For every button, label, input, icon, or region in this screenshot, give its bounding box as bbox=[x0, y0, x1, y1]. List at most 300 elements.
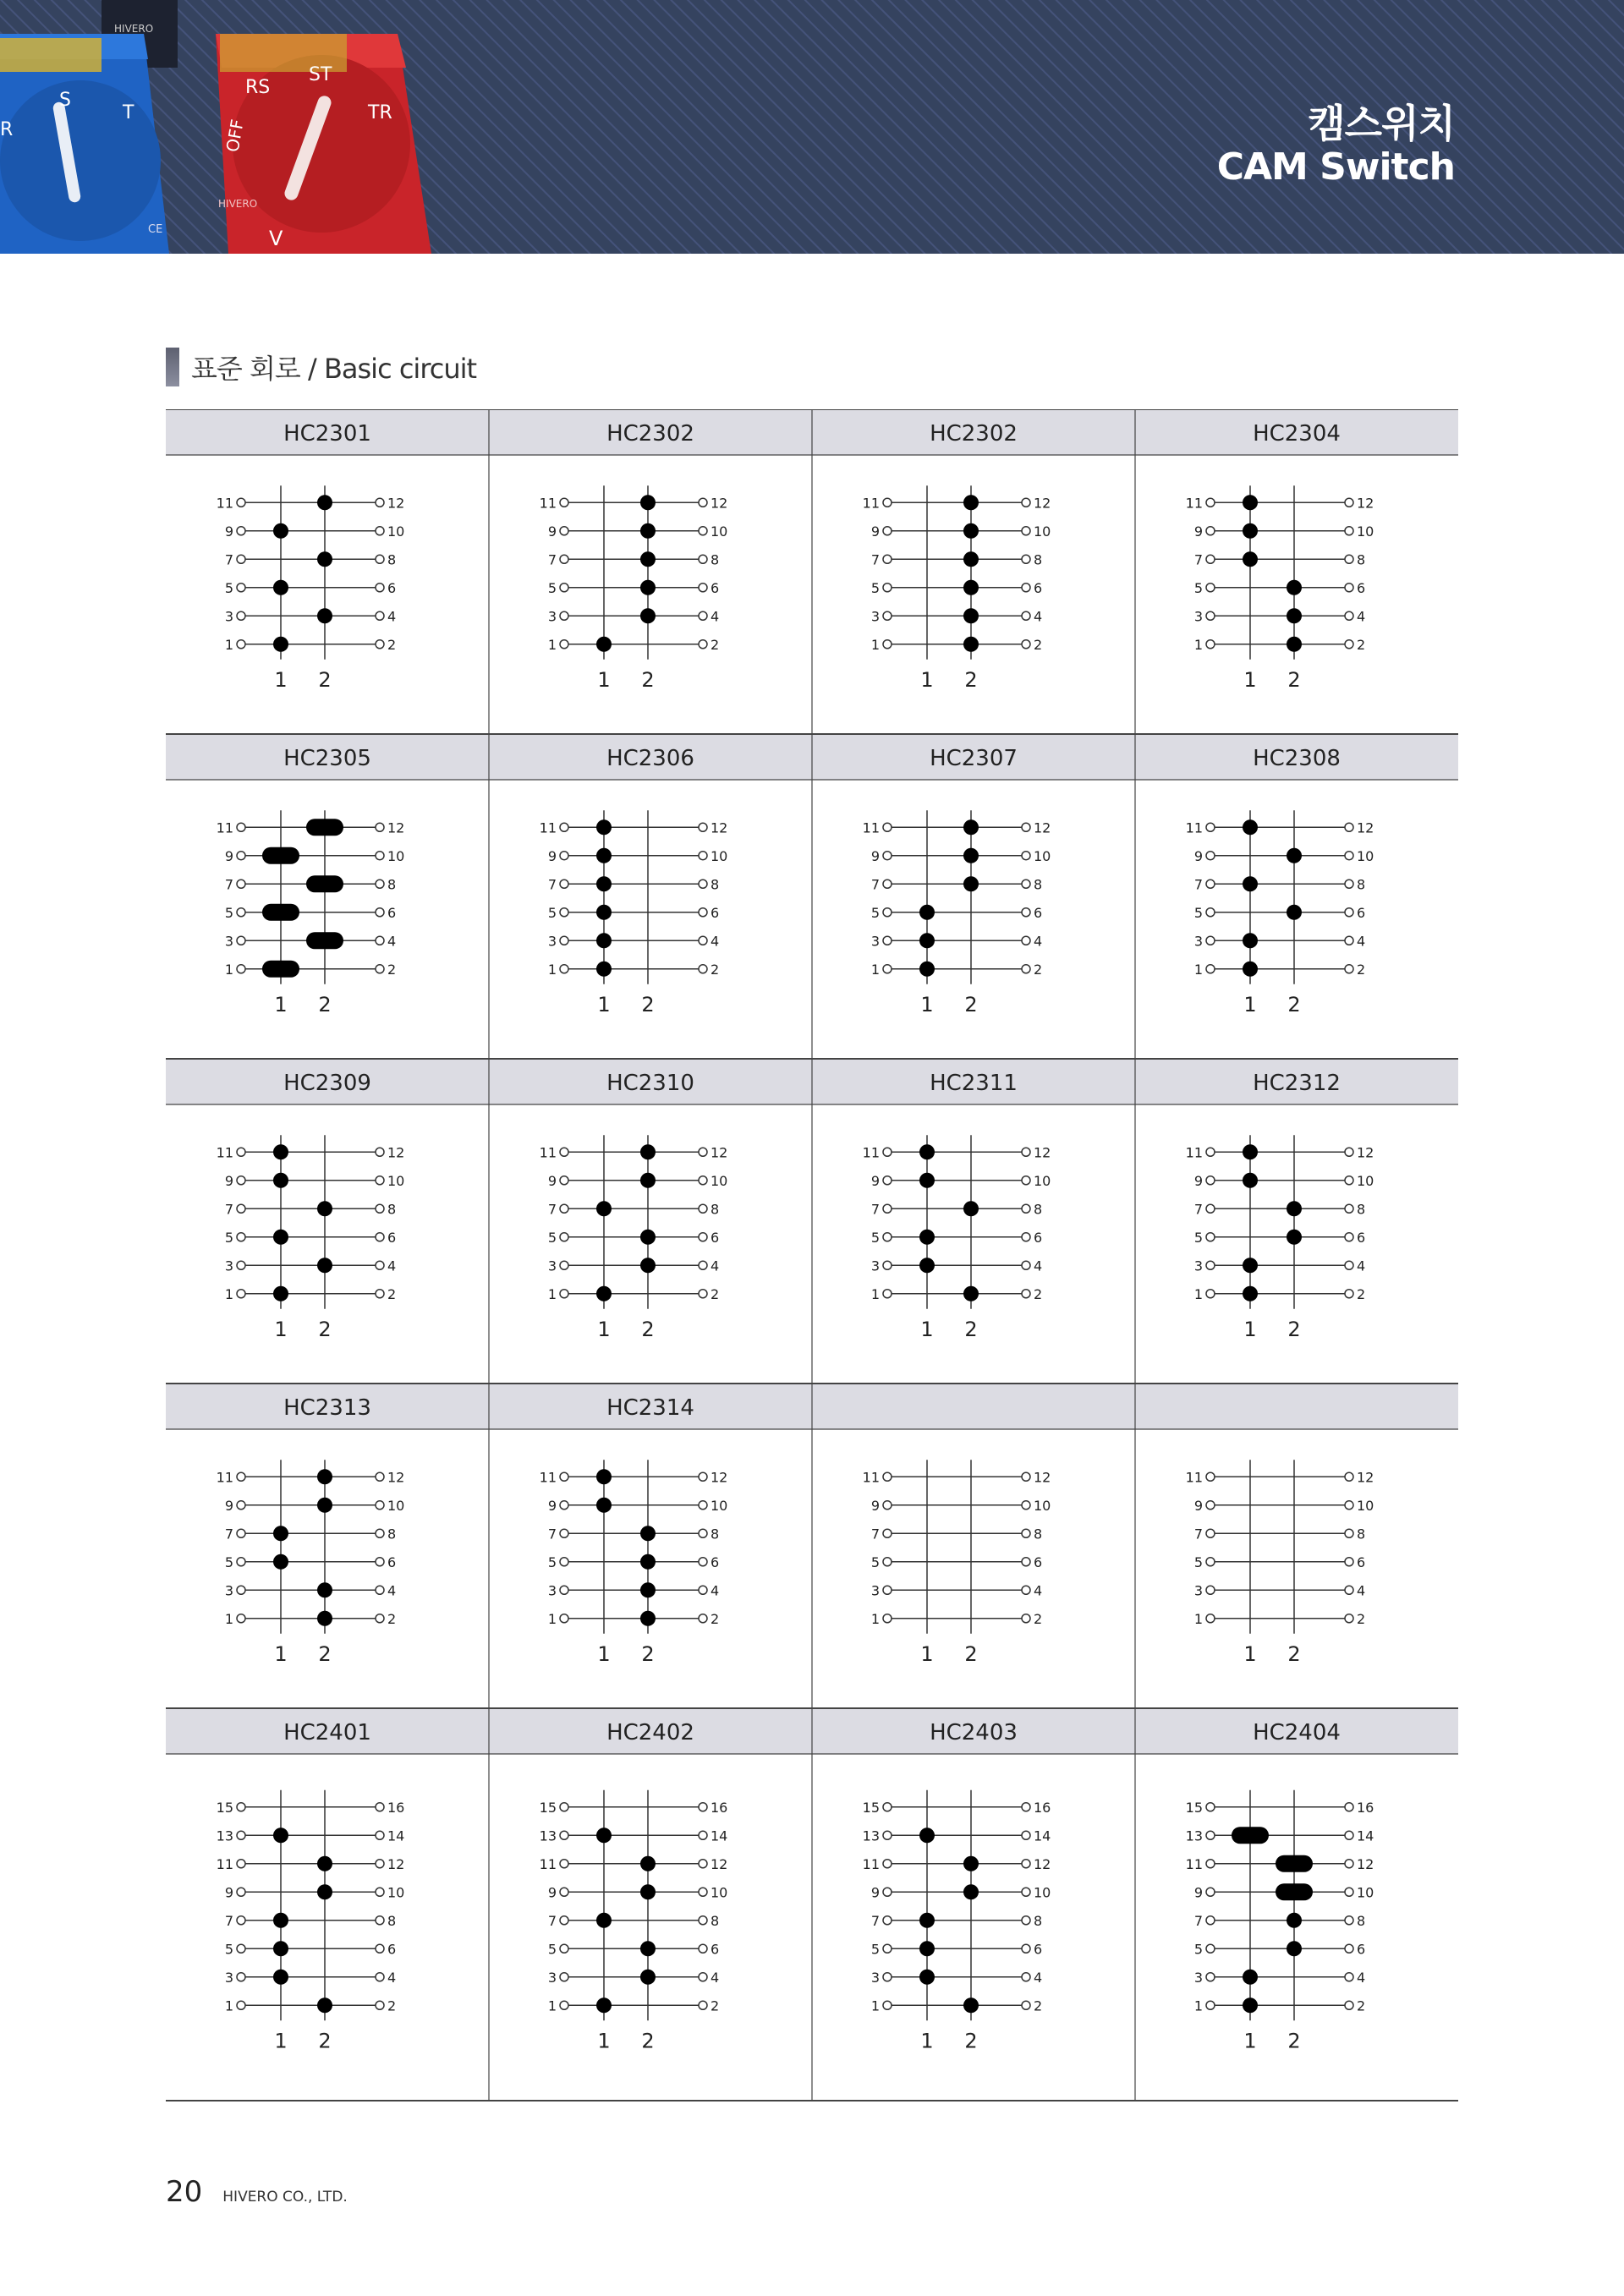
terminal-left bbox=[1206, 1973, 1215, 1981]
contact-dot bbox=[596, 876, 612, 891]
terminal-right bbox=[1345, 1261, 1353, 1269]
circuit-diagram bbox=[217, 810, 405, 1016]
terminal-number: 1 bbox=[547, 636, 557, 653]
circuit-cell bbox=[863, 746, 1051, 1016]
terminal-left bbox=[883, 1204, 892, 1213]
terminal-number: 3 bbox=[1193, 608, 1203, 625]
contact-dot bbox=[317, 1201, 332, 1216]
terminal-right bbox=[376, 1290, 384, 1298]
terminal-right bbox=[1022, 1148, 1030, 1156]
position-label: 2 bbox=[318, 1641, 332, 1666]
contact-dot bbox=[640, 1941, 656, 1956]
terminal-right bbox=[1345, 965, 1353, 973]
terminal-right bbox=[1022, 1860, 1030, 1868]
circuit-cell bbox=[863, 1720, 1051, 2052]
terminal-number: 13 bbox=[862, 1827, 880, 1844]
terminal-right bbox=[699, 1916, 707, 1925]
circuit-diagram bbox=[863, 1135, 1051, 1341]
terminal-left bbox=[237, 1148, 245, 1156]
terminal-left bbox=[1206, 555, 1215, 563]
terminal-number: 4 bbox=[1034, 1258, 1043, 1274]
terminal-left bbox=[560, 584, 568, 592]
contact-dot bbox=[273, 1144, 288, 1159]
terminal-number: 8 bbox=[1357, 876, 1366, 893]
terminal-right bbox=[1022, 1614, 1030, 1623]
terminal-right bbox=[1345, 1501, 1353, 1510]
terminal-left bbox=[1206, 1831, 1215, 1839]
terminal-number: 9 bbox=[870, 1497, 880, 1514]
terminal-number: 4 bbox=[1034, 1582, 1043, 1599]
terminal-left bbox=[883, 1233, 892, 1241]
terminal-right bbox=[376, 1261, 384, 1269]
contact-dot bbox=[317, 551, 332, 567]
terminal-number: 4 bbox=[1357, 1582, 1366, 1599]
position-label: 1 bbox=[597, 1317, 611, 1341]
contact-dot bbox=[640, 1582, 656, 1597]
contact-dot bbox=[1243, 1173, 1258, 1188]
circuit-cell bbox=[1186, 1460, 1374, 1666]
terminal-right bbox=[699, 1472, 707, 1481]
position-label: 1 bbox=[920, 992, 934, 1016]
contact-dot bbox=[1287, 1230, 1302, 1245]
terminal-left bbox=[1206, 908, 1215, 917]
terminal-right bbox=[1345, 1944, 1353, 1953]
terminal-right bbox=[1022, 1831, 1030, 1839]
terminal-left bbox=[237, 908, 245, 917]
terminal-number: 3 bbox=[224, 608, 233, 625]
position-label: 1 bbox=[274, 667, 288, 692]
terminal-number: 2 bbox=[710, 961, 720, 978]
contact-dot bbox=[273, 580, 288, 595]
terminal-right bbox=[376, 555, 384, 563]
circuit-cell bbox=[217, 1395, 405, 1666]
terminal-number: 10 bbox=[710, 1497, 728, 1514]
terminal-number: 7 bbox=[1193, 551, 1203, 568]
terminal-right bbox=[376, 1888, 384, 1896]
terminal-left bbox=[560, 1233, 568, 1241]
terminal-number: 11 bbox=[539, 1855, 557, 1872]
terminal-number: 5 bbox=[870, 579, 880, 596]
terminal-right bbox=[699, 965, 707, 973]
terminal-number: 12 bbox=[387, 1855, 405, 1872]
terminal-number: 2 bbox=[387, 636, 397, 653]
terminal-left bbox=[1206, 1501, 1215, 1510]
terminal-left bbox=[237, 1261, 245, 1269]
terminal-left bbox=[560, 1148, 568, 1156]
terminal-right bbox=[699, 527, 707, 535]
position-label: 2 bbox=[318, 992, 332, 1016]
terminal-left bbox=[883, 1614, 892, 1623]
terminal-number: 7 bbox=[547, 1526, 557, 1543]
terminal-number: 7 bbox=[547, 551, 557, 568]
terminal-right bbox=[1345, 823, 1353, 831]
contact-dot bbox=[640, 1258, 656, 1273]
circuit-cell bbox=[863, 421, 1051, 692]
terminal-number: 3 bbox=[547, 933, 557, 950]
terminal-left bbox=[1206, 879, 1215, 888]
company-name: HIVERO CO., LTD. bbox=[222, 2189, 348, 2206]
terminal-right bbox=[1345, 1803, 1353, 1811]
terminal-number: 1 bbox=[870, 1285, 880, 1302]
terminal-left bbox=[237, 1803, 245, 1811]
terminal-left bbox=[1206, 1233, 1215, 1241]
contact-dot bbox=[1287, 1941, 1302, 1956]
circuit-cell bbox=[217, 421, 405, 692]
terminal-number: 3 bbox=[1193, 933, 1203, 950]
circuit-name: HC2312 bbox=[1253, 1071, 1341, 1096]
terminal-number: 9 bbox=[1193, 847, 1203, 864]
terminal-right bbox=[376, 1973, 384, 1981]
terminal-left bbox=[883, 1586, 892, 1594]
terminal-number: 9 bbox=[870, 1884, 880, 1901]
contact-dot bbox=[919, 1144, 935, 1159]
terminal-number: 8 bbox=[1357, 551, 1366, 568]
terminal-number: 2 bbox=[387, 1610, 397, 1627]
terminal-number: 3 bbox=[224, 933, 233, 950]
terminal-number: 2 bbox=[1034, 961, 1043, 978]
terminal-left bbox=[1206, 1290, 1215, 1298]
terminal-left bbox=[883, 1558, 892, 1566]
terminal-number: 9 bbox=[870, 523, 880, 540]
terminal-number: 8 bbox=[1357, 1526, 1366, 1543]
terminal-number: 9 bbox=[1193, 1497, 1203, 1514]
terminal-left bbox=[560, 527, 568, 535]
terminal-number: 6 bbox=[1034, 1229, 1043, 1246]
contact-dot bbox=[919, 1941, 935, 1956]
terminal-number: 3 bbox=[547, 1969, 557, 1986]
terminal-number: 6 bbox=[1034, 579, 1043, 596]
terminal-right bbox=[1022, 2001, 1030, 2009]
terminal-number: 10 bbox=[710, 1884, 728, 1901]
terminal-left bbox=[883, 2001, 892, 2009]
terminal-number: 11 bbox=[539, 495, 557, 512]
circuit-name: HC2308 bbox=[1253, 746, 1341, 771]
terminal-number: 11 bbox=[1185, 1469, 1203, 1486]
circuit-name: HC2314 bbox=[606, 1395, 694, 1421]
terminal-number: 10 bbox=[1357, 1497, 1374, 1514]
terminal-number: 11 bbox=[862, 819, 880, 836]
terminal-left bbox=[560, 1973, 568, 1981]
terminal-right bbox=[1022, 879, 1030, 888]
terminal-left bbox=[1206, 1529, 1215, 1537]
terminal-number: 5 bbox=[1193, 1229, 1203, 1246]
contact-dot bbox=[317, 1611, 332, 1626]
terminal-number: 3 bbox=[1193, 1258, 1203, 1274]
terminal-number: 10 bbox=[387, 1497, 405, 1514]
circuit-name: HC2302 bbox=[930, 421, 1018, 447]
contact-dot bbox=[640, 1554, 656, 1570]
terminal-number: 6 bbox=[387, 1941, 397, 1958]
contact-dot bbox=[1243, 551, 1258, 567]
terminal-number: 13 bbox=[216, 1827, 233, 1844]
contact-dot bbox=[596, 1201, 612, 1216]
terminal-number: 6 bbox=[387, 1553, 397, 1570]
terminal-number: 3 bbox=[1193, 1582, 1203, 1599]
terminal-left bbox=[1206, 2001, 1215, 2009]
terminal-right bbox=[699, 1558, 707, 1566]
terminal-number: 9 bbox=[1193, 523, 1203, 540]
terminal-left bbox=[1206, 1586, 1215, 1594]
terminal-number: 9 bbox=[870, 847, 880, 864]
terminal-left bbox=[1206, 498, 1215, 507]
photo-brand-2: HIVERO bbox=[218, 198, 258, 210]
terminal-left bbox=[237, 852, 245, 860]
terminal-right bbox=[1022, 1233, 1030, 1241]
contact-dot bbox=[1243, 1970, 1258, 1985]
terminal-left bbox=[1206, 1472, 1215, 1481]
terminal-right bbox=[376, 1501, 384, 1510]
terminal-number: 2 bbox=[710, 636, 720, 653]
position-label: 2 bbox=[1287, 992, 1301, 1016]
terminal-number: 15 bbox=[539, 1799, 557, 1816]
contact-bar bbox=[1276, 1883, 1313, 1900]
terminal-right bbox=[1345, 1916, 1353, 1925]
contact-dot bbox=[1243, 495, 1258, 510]
terminal-left bbox=[1206, 611, 1215, 620]
terminal-number: 2 bbox=[710, 1997, 720, 2014]
terminal-left bbox=[560, 1944, 568, 1953]
terminal-left bbox=[560, 1472, 568, 1481]
terminal-right bbox=[1345, 527, 1353, 535]
contact-dot bbox=[1243, 523, 1258, 539]
terminal-right bbox=[1345, 1529, 1353, 1537]
circuit-cell bbox=[863, 1460, 1051, 1666]
contact-dot bbox=[640, 551, 656, 567]
circuit-diagram bbox=[540, 1135, 728, 1341]
contact-dot bbox=[596, 819, 612, 835]
circuit-cell bbox=[540, 1395, 728, 1666]
terminal-number: 6 bbox=[1357, 1553, 1366, 1570]
position-label: 2 bbox=[641, 2029, 655, 2053]
terminal-number: 3 bbox=[870, 1258, 880, 1274]
contact-dot bbox=[963, 551, 979, 567]
terminal-right bbox=[376, 965, 384, 973]
terminal-number: 12 bbox=[1357, 1855, 1374, 1872]
position-label: 2 bbox=[641, 667, 655, 692]
photo-brand-1: HIVERO bbox=[114, 23, 154, 35]
terminal-left bbox=[560, 852, 568, 860]
terminal-number: 4 bbox=[710, 933, 720, 950]
terminal-number: 12 bbox=[1357, 1469, 1374, 1486]
terminal-number: 12 bbox=[1034, 1469, 1051, 1486]
contact-dot bbox=[273, 1173, 288, 1188]
terminal-left bbox=[560, 908, 568, 917]
terminal-left bbox=[1206, 1916, 1215, 1925]
terminal-right bbox=[1345, 640, 1353, 649]
terminal-number: 1 bbox=[1193, 636, 1203, 653]
terminal-number: 4 bbox=[1357, 1969, 1366, 1986]
terminal-number: 13 bbox=[1185, 1827, 1203, 1844]
footer bbox=[166, 2175, 348, 2209]
terminal-number: 16 bbox=[1034, 1799, 1051, 1816]
contact-dot bbox=[317, 1884, 332, 1899]
terminal-left bbox=[237, 555, 245, 563]
terminal-right bbox=[699, 555, 707, 563]
contact-dot bbox=[640, 1144, 656, 1159]
terminal-number: 5 bbox=[547, 1941, 557, 1958]
terminal-left bbox=[1206, 1860, 1215, 1868]
contact-dot bbox=[1287, 1201, 1302, 1216]
contact-dot bbox=[919, 1258, 935, 1273]
terminal-number: 1 bbox=[870, 636, 880, 653]
terminal-right bbox=[1022, 498, 1030, 507]
terminal-left bbox=[883, 527, 892, 535]
contact-dot bbox=[317, 1856, 332, 1871]
terminal-left bbox=[883, 1831, 892, 1839]
contact-dot bbox=[640, 1173, 656, 1188]
terminal-number: 7 bbox=[870, 1201, 880, 1218]
circuit-cell bbox=[217, 1071, 405, 1341]
circuit-diagram bbox=[540, 1790, 728, 2053]
terminal-number: 5 bbox=[224, 579, 233, 596]
terminal-number: 16 bbox=[710, 1799, 728, 1816]
position-label: 1 bbox=[920, 2029, 934, 2053]
terminal-number: 7 bbox=[1193, 1526, 1203, 1543]
terminal-number: 11 bbox=[539, 1144, 557, 1161]
terminal-number: 6 bbox=[1357, 1229, 1366, 1246]
terminal-left bbox=[560, 1558, 568, 1566]
terminal-right bbox=[699, 1204, 707, 1213]
terminal-right bbox=[1022, 852, 1030, 860]
terminal-right bbox=[376, 908, 384, 917]
terminal-number: 7 bbox=[1193, 1912, 1203, 1929]
terminal-number: 3 bbox=[224, 1969, 233, 1986]
terminal-number: 10 bbox=[1034, 1497, 1051, 1514]
terminal-number: 10 bbox=[1034, 847, 1051, 864]
position-label: 1 bbox=[274, 2029, 288, 2053]
terminal-number: 8 bbox=[1034, 551, 1043, 568]
terminal-left bbox=[883, 555, 892, 563]
terminal-number: 11 bbox=[862, 1855, 880, 1872]
position-label: 1 bbox=[1243, 992, 1257, 1016]
position-label: 1 bbox=[597, 667, 611, 692]
circuit-name: HC2302 bbox=[606, 421, 694, 447]
terminal-right bbox=[1022, 555, 1030, 563]
contact-dot bbox=[273, 1230, 288, 1245]
terminal-number: 8 bbox=[710, 1912, 720, 1929]
terminal-right bbox=[376, 1233, 384, 1241]
terminal-left bbox=[237, 1472, 245, 1481]
terminal-number: 8 bbox=[1034, 1201, 1043, 1218]
contact-dot bbox=[1287, 637, 1302, 652]
terminal-number: 8 bbox=[1034, 1526, 1043, 1543]
terminal-number: 10 bbox=[1357, 1172, 1374, 1189]
contact-dot bbox=[273, 1286, 288, 1301]
terminal-number: 2 bbox=[1357, 1610, 1366, 1627]
terminal-number: 16 bbox=[387, 1799, 405, 1816]
position-label: 1 bbox=[920, 1641, 934, 1666]
terminal-right bbox=[376, 936, 384, 945]
terminal-right bbox=[1345, 1233, 1353, 1241]
contact-dot bbox=[317, 1469, 332, 1484]
terminal-number: 7 bbox=[547, 876, 557, 893]
contact-dot bbox=[640, 1970, 656, 1985]
terminal-left bbox=[1206, 584, 1215, 592]
contact-dot bbox=[963, 819, 979, 835]
terminal-left bbox=[1206, 965, 1215, 973]
contact-dot bbox=[640, 495, 656, 510]
circuit-diagram bbox=[217, 1460, 405, 1666]
contact-dot bbox=[1243, 1144, 1258, 1159]
terminal-left bbox=[560, 1290, 568, 1298]
circuit-name: HC2311 bbox=[930, 1071, 1018, 1096]
position-label: 2 bbox=[641, 1317, 655, 1341]
terminal-number: 4 bbox=[1357, 608, 1366, 625]
terminal-number: 9 bbox=[224, 523, 233, 540]
circuit-cell bbox=[540, 421, 728, 692]
terminal-right bbox=[376, 2001, 384, 2009]
terminal-left bbox=[237, 879, 245, 888]
terminal-number: 11 bbox=[539, 819, 557, 836]
terminal-right bbox=[699, 1148, 707, 1156]
photo-label-rs: RS bbox=[245, 77, 271, 98]
terminal-number: 10 bbox=[1357, 523, 1374, 540]
circuit-name: HC2401 bbox=[283, 1720, 371, 1745]
circuit-diagram bbox=[863, 1460, 1051, 1666]
circuit-name: HC2301 bbox=[283, 421, 371, 447]
circuit-diagram bbox=[863, 810, 1051, 1016]
terminal-number: 8 bbox=[1034, 1912, 1043, 1929]
position-label: 1 bbox=[920, 1317, 934, 1341]
terminal-left bbox=[237, 611, 245, 620]
terminal-left bbox=[237, 823, 245, 831]
photo-label-s: S bbox=[59, 90, 71, 111]
terminal-number: 7 bbox=[1193, 1201, 1203, 1218]
contact-dot bbox=[919, 1970, 935, 1985]
circuit-name: HC2307 bbox=[930, 746, 1018, 771]
terminal-number: 10 bbox=[1357, 847, 1374, 864]
terminal-left bbox=[560, 1860, 568, 1868]
terminal-number: 11 bbox=[1185, 495, 1203, 512]
contact-dot bbox=[596, 1498, 612, 1513]
terminal-right bbox=[376, 1614, 384, 1623]
terminal-number: 7 bbox=[870, 1526, 880, 1543]
contact-dot bbox=[273, 1526, 288, 1541]
contact-dot bbox=[640, 1611, 656, 1626]
terminal-number: 4 bbox=[387, 1258, 397, 1274]
terminal-number: 7 bbox=[224, 1201, 233, 1218]
terminal-right bbox=[1345, 1586, 1353, 1594]
terminal-number: 1 bbox=[547, 1610, 557, 1627]
terminal-left bbox=[883, 1916, 892, 1925]
terminal-number: 10 bbox=[710, 523, 728, 540]
terminal-number: 2 bbox=[710, 1285, 720, 1302]
terminal-left bbox=[237, 1558, 245, 1566]
terminal-number: 12 bbox=[710, 1144, 728, 1161]
terminal-left bbox=[560, 879, 568, 888]
photo-label-tr: TR bbox=[368, 102, 392, 123]
terminal-left bbox=[883, 611, 892, 620]
page-number: 20 bbox=[166, 2175, 203, 2209]
terminal-number: 4 bbox=[387, 608, 397, 625]
terminal-right bbox=[699, 640, 707, 649]
terminal-right bbox=[1022, 1472, 1030, 1481]
terminal-number: 5 bbox=[224, 904, 233, 921]
terminal-right bbox=[1345, 936, 1353, 945]
terminal-left bbox=[883, 1529, 892, 1537]
terminal-left bbox=[883, 965, 892, 973]
terminal-right bbox=[376, 1472, 384, 1481]
terminal-right bbox=[1345, 1290, 1353, 1298]
terminal-left bbox=[1206, 640, 1215, 649]
terminal-right bbox=[1022, 1586, 1030, 1594]
terminal-number: 1 bbox=[224, 1997, 233, 2014]
terminal-left bbox=[1206, 1803, 1215, 1811]
contact-bar bbox=[1232, 1827, 1269, 1844]
terminal-left bbox=[1206, 1944, 1215, 1953]
terminal-right bbox=[1345, 1831, 1353, 1839]
terminal-number: 2 bbox=[1034, 1285, 1043, 1302]
